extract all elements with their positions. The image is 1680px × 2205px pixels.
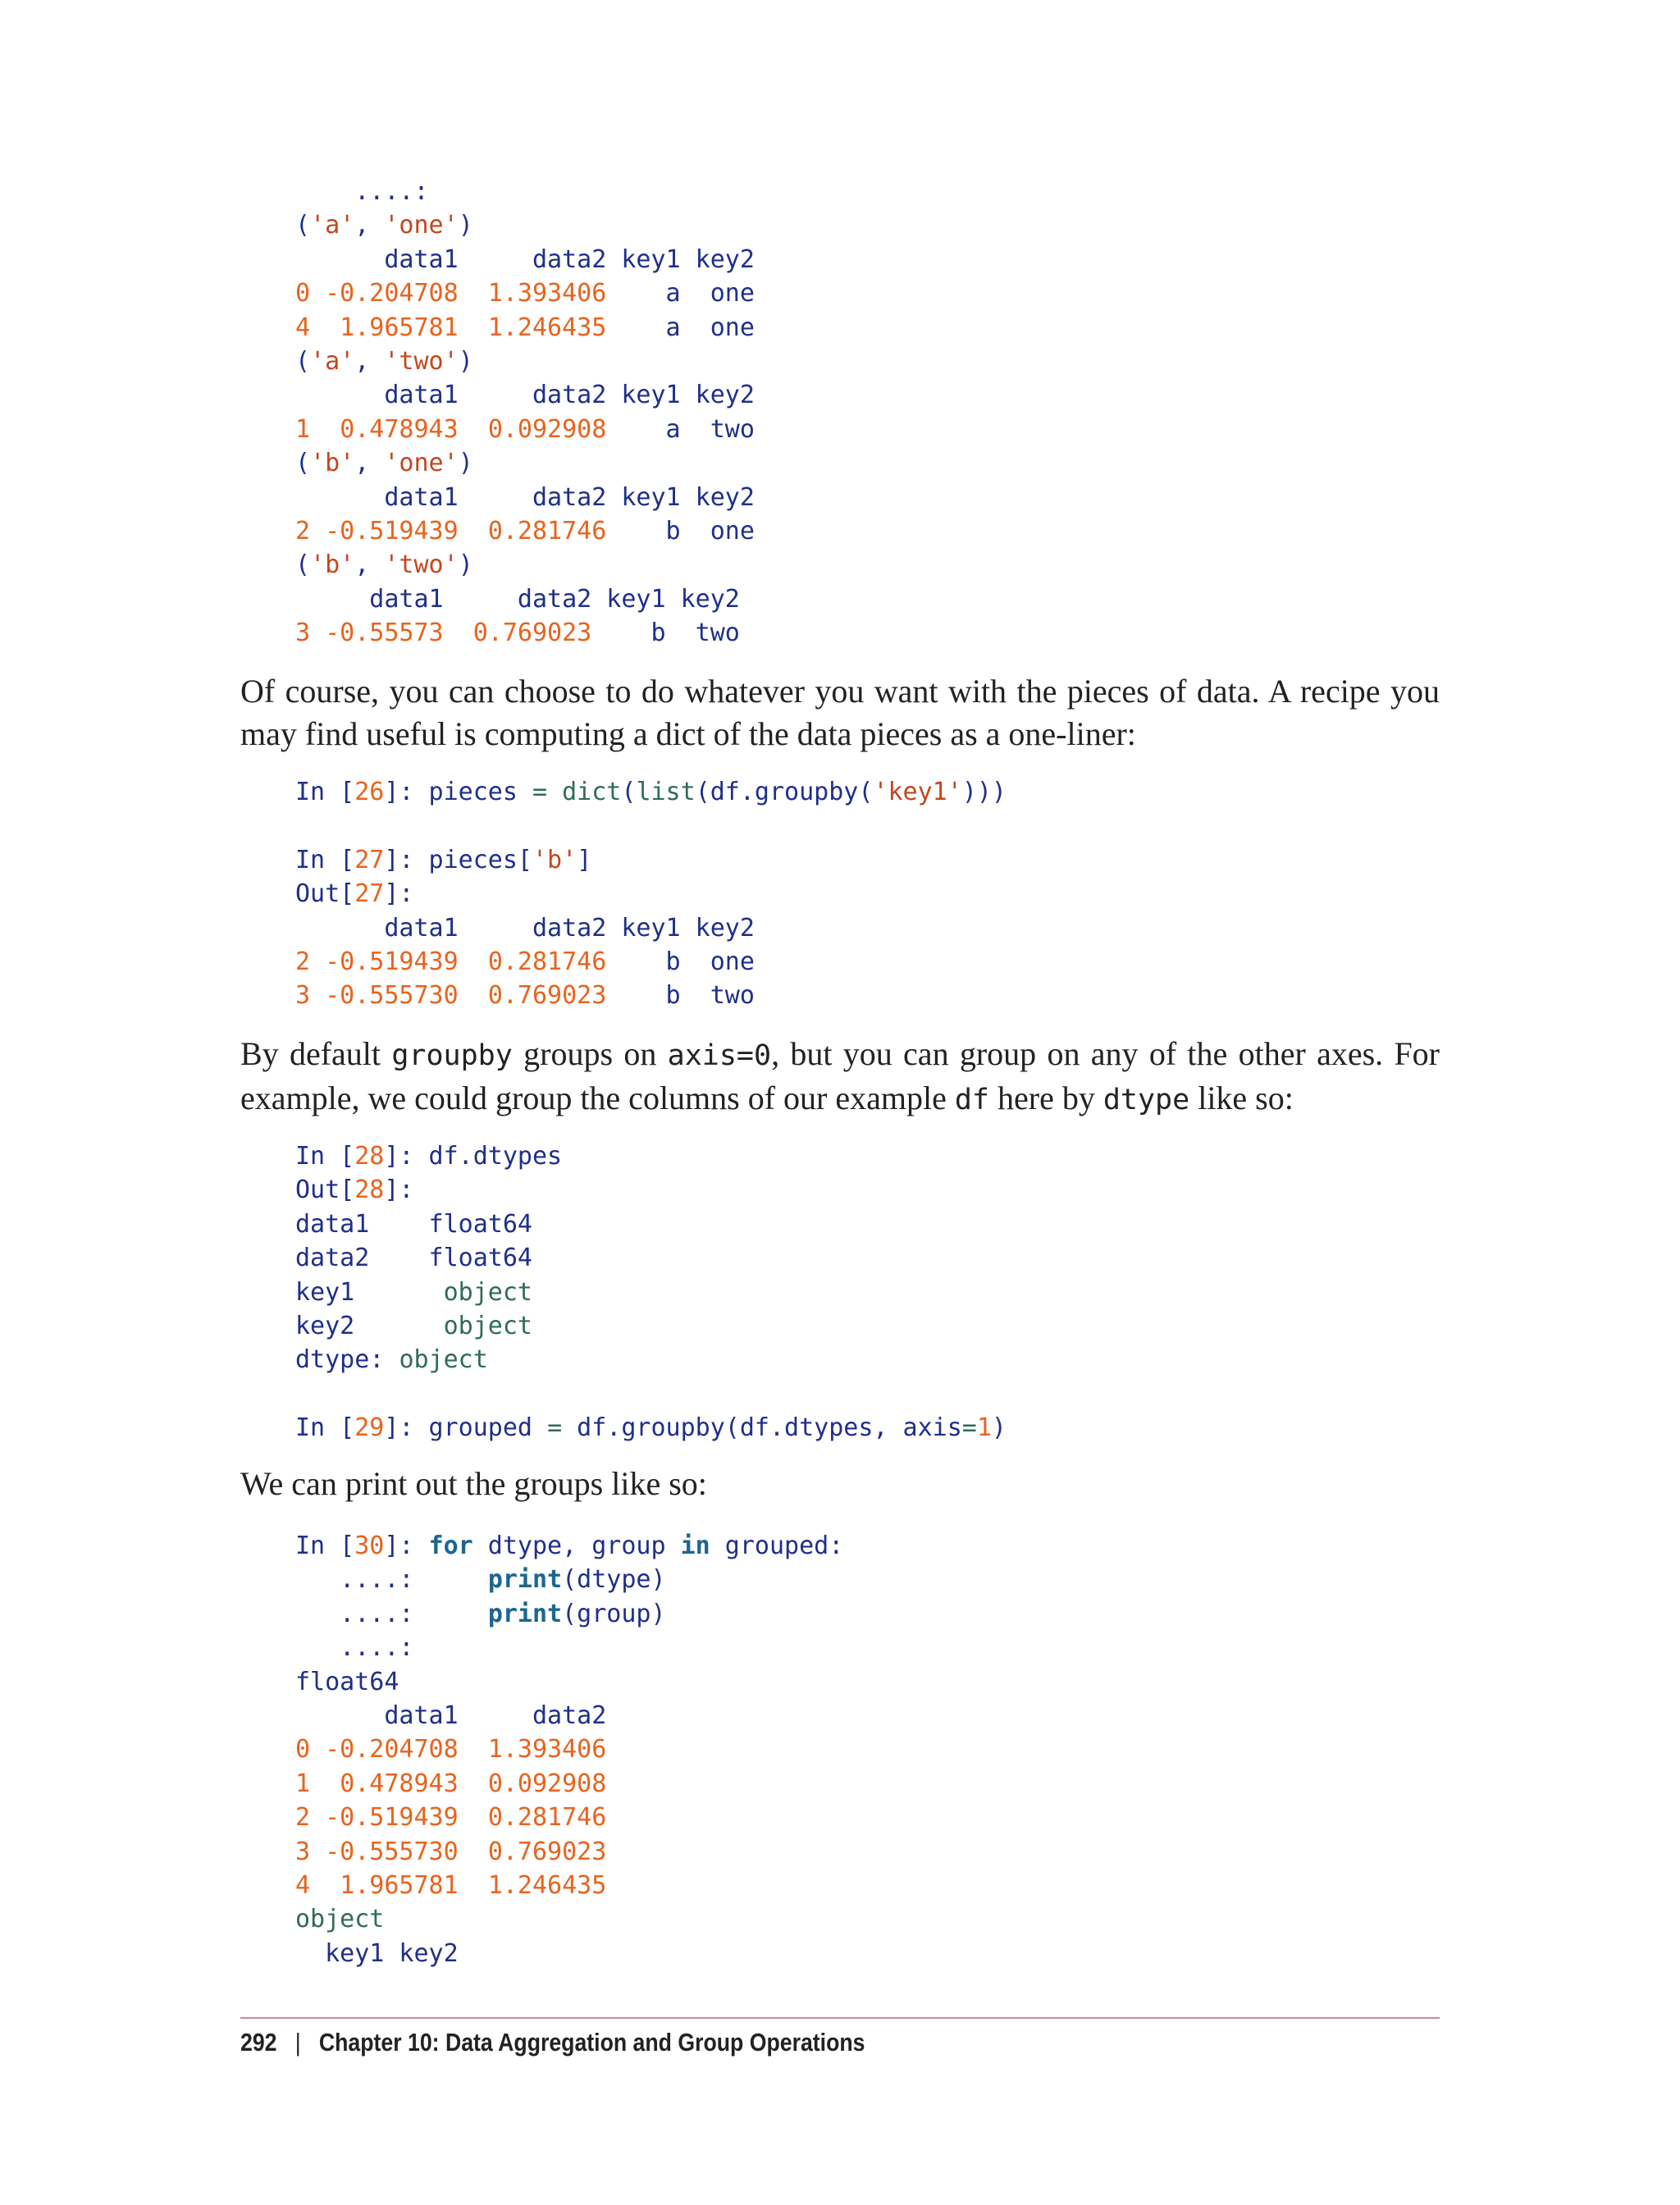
footer-rule [240,2017,1440,2019]
code-line [295,979,1007,1012]
code-token: ]: [384,1176,414,1205]
paragraph-text: here by [989,1080,1103,1116]
code-token: b two [591,619,740,648]
paragraph-groupby-axis [240,1033,1440,1121]
code-token: 'key1' [873,778,962,806]
code-token: 28 [354,1176,385,1205]
footer-separator: | [294,2028,301,2057]
code-token: data1 float64 [295,1209,532,1239]
code-token: 0.281746 [487,1803,607,1833]
code-token [459,313,488,342]
code-token: -0.519439 [325,1803,459,1833]
code-line [295,1173,1007,1207]
code-line [295,1801,843,1834]
code-token: 1.965781 [340,1870,459,1900]
code-token: key1 [295,1277,444,1307]
code-token: object [399,1345,488,1375]
code-line [295,311,755,345]
code-token: 26 [354,778,385,806]
code-line [295,548,755,582]
code-token: = [961,1413,977,1443]
code-token: -0.555730 [325,1837,459,1866]
code-token: , [354,346,385,376]
code-token [459,1803,488,1832]
code-token [310,981,325,1010]
code-token: 1.393406 [487,1735,607,1764]
code-token: dtype: [295,1345,399,1375]
code-token: data1 data2 key1 key2 [295,244,755,274]
code-line [295,413,755,446]
code-line [295,1699,843,1732]
code-token: 1.246435 [487,313,607,342]
code-token: 27 [354,845,385,874]
code-line [295,378,755,412]
code-line [295,945,1007,979]
code-token: 1.393406 [487,279,607,308]
code-token: In [ [295,1532,355,1560]
code-token [547,778,562,806]
code-token: -0.519439 [325,516,459,546]
code-block-group-iteration-output [295,175,755,650]
code-line [295,481,755,514]
code-line [295,1902,843,1936]
code-token: list [636,778,696,806]
code-token: ) [458,346,473,376]
code-line [295,616,755,650]
code-line [295,1732,843,1766]
code-token [310,279,325,308]
code-token: 'two' [384,346,459,376]
code-token: 0.281746 [487,516,607,546]
paragraph-text: groups on [512,1035,668,1072]
code-block-print-groups [295,1529,843,1970]
code-token: ....: [295,1565,488,1595]
code-token: data2 float64 [295,1244,532,1273]
code-token: object [443,1311,532,1340]
code-token: In [ [295,845,355,874]
code-line [295,1869,843,1902]
code-token: key1 key2 [295,1938,459,1968]
code-token: 2 [295,947,311,976]
page-number: 292 [240,2028,277,2057]
code-token: 'b' [310,550,355,580]
code-token: 0.769023 [487,1837,607,1866]
inline-code: df [954,1084,990,1116]
code-token: 1 [295,414,311,444]
code-line [295,175,755,208]
code-token [459,517,488,546]
code-token: 4 [295,1870,311,1900]
code-token: ....: [295,177,429,206]
code-token: ( [295,346,311,376]
code-line [295,1835,843,1869]
code-token: 0.092908 [487,1769,607,1798]
code-token: ] [577,845,592,874]
code-line [295,1767,843,1801]
code-token: 4 [295,313,311,342]
code-token: dict [562,778,622,806]
code-token [459,415,488,444]
code-token: 1.965781 [340,313,459,342]
code-token: print [487,1565,563,1595]
code-token: for [428,1532,473,1560]
code-token: ....: [295,1599,488,1628]
code-line [295,1309,1007,1343]
code-line [295,582,755,616]
code-token: ( [621,778,637,806]
code-token: ]: df.dtypes [384,1142,563,1171]
code-token: a one [606,279,755,308]
code-token: 2 [295,516,311,546]
paragraph-text: By default [240,1035,392,1072]
code-token: ]: pieces [384,778,532,806]
code-token: = [547,1413,563,1443]
paragraph-text: like so: [1189,1080,1294,1116]
code-token: 1.246435 [487,1870,607,1900]
code-token: data1 data2 key1 key2 [295,381,755,410]
code-token: -0.204708 [325,279,459,308]
code-token: 'a' [310,211,355,240]
code-token: 0 [295,279,311,308]
code-token: 'b' [310,449,355,478]
code-token: a one [606,313,755,342]
code-token: In [ [295,1142,355,1171]
code-token: 1 [976,1413,992,1443]
code-token: ) [991,1413,1007,1443]
code-token: ]: [384,879,414,909]
code-token [459,1838,488,1866]
code-token [310,517,325,546]
code-line [295,1377,1007,1411]
code-token: , [354,211,385,240]
code-line [295,1208,1007,1241]
code-token: a two [606,414,755,444]
code-token: grouped: [710,1532,844,1560]
code-token: In [ [295,1413,355,1443]
code-token: 0 [295,1735,311,1764]
code-line [295,1139,1007,1173]
code-token [459,1871,488,1900]
code-token: 'a' [310,346,355,376]
code-token: ( [295,550,311,580]
paragraph-text: , but you can group on any of the other axes. For example, we could group the columns of our example [240,1035,1440,1116]
paragraph-dict-recipe: Of course, you can choose to do whatever you want with the pieces of data. A recipe you may find useful is computing a dict of the data pieces as a one-liner: [240,673,1440,752]
code-token: (dtype) [562,1565,666,1595]
code-token: -0.519439 [325,947,459,976]
inline-code: axis=0 [667,1039,772,1072]
code-line [295,1937,843,1970]
code-token: 0.478943 [340,414,459,444]
code-token: ( [295,449,311,478]
code-token: object [295,1905,385,1934]
code-token: ]: pieces[ [384,845,532,874]
code-line [295,809,1007,842]
code-line [295,514,755,548]
code-token: data1 data2 key1 key2 [295,913,755,943]
code-line [295,446,755,480]
code-token: 0.478943 [340,1769,459,1798]
code-token: (df.groupby( [695,778,874,806]
code-token: 3 [295,1837,311,1866]
code-token: 1 [295,1769,311,1798]
code-token: 3 [295,981,311,1011]
code-token [310,415,340,444]
code-token: , [354,449,385,478]
code-token: 'b' [532,845,578,874]
code-token: (group) [562,1599,666,1628]
code-token: , [354,550,385,580]
code-token [459,981,488,1010]
code-token: 'two' [384,550,459,580]
code-line [295,775,1007,809]
code-token [444,619,473,647]
code-token: = [532,778,548,806]
code-token: b one [606,947,755,976]
code-line [295,1411,1007,1445]
code-token: ))) [961,778,1007,806]
code-block-dict-pieces [295,775,1007,1013]
code-line [295,1529,843,1563]
code-token: ) [458,211,473,240]
code-line [295,1665,843,1699]
code-token: 28 [354,1142,385,1171]
code-token: 27 [354,879,385,909]
page-footer [240,2028,865,2057]
code-line [295,1563,843,1596]
code-token: object [443,1277,532,1307]
code-token [459,1735,488,1764]
code-line [295,345,755,378]
code-token: in [680,1532,710,1560]
code-token: 0.769023 [487,981,607,1011]
code-token [310,313,340,342]
code-token: b one [606,516,755,546]
code-token: data1 data2 key1 key2 [295,584,740,614]
code-line [295,1631,843,1664]
code-line [295,911,1007,945]
code-token: Out[ [295,1176,355,1205]
code-token: 30 [354,1532,385,1560]
code-token: 0.092908 [487,414,607,444]
code-line [295,208,755,242]
code-line [295,1343,1007,1376]
code-token [310,1871,340,1900]
code-token: -0.555730 [325,981,459,1011]
code-token: key2 [295,1311,444,1340]
code-line [295,877,1007,911]
code-token [310,619,325,647]
code-token: -0.204708 [325,1735,459,1764]
code-token [310,1803,325,1832]
code-line [295,1597,843,1631]
code-block-dtypes [295,1139,1007,1445]
code-token [310,1735,325,1764]
code-token: ]: grouped [384,1413,548,1443]
code-token [310,947,325,976]
code-token: In [ [295,778,355,806]
code-token: ) [458,550,473,580]
code-token: 'one' [384,211,459,240]
code-token: 'one' [384,449,459,478]
code-token: df.groupby(df.dtypes, axis [562,1413,962,1443]
inline-code: groupby [391,1039,513,1072]
code-token: ) [458,449,473,478]
code-token: b two [606,981,755,1011]
code-line [295,276,755,310]
paragraph-print-groups: We can print out the groups like so: [240,1465,707,1502]
code-token: 29 [354,1413,385,1443]
chapter-title: Chapter 10: Data Aggregation and Group Operations [318,2028,865,2057]
code-token: -0.55573 [325,619,444,648]
inline-code: dtype [1102,1084,1190,1116]
code-token [459,1769,488,1798]
code-token: ....: [295,1633,414,1663]
code-token: print [487,1599,563,1628]
code-token: ( [295,211,311,240]
code-token: 0.281746 [487,947,607,976]
code-line [295,1276,1007,1309]
code-token [310,1838,325,1866]
code-token: float64 [295,1667,399,1696]
code-token: Out[ [295,879,355,909]
code-token [459,947,488,976]
code-token: 0.769023 [472,619,592,648]
code-token: 3 [295,619,311,648]
code-token: data1 data2 key1 key2 [295,482,755,512]
code-token: 2 [295,1803,311,1833]
code-line [295,1241,1007,1275]
code-token [310,1769,340,1798]
code-line [295,243,755,276]
code-token: data1 data2 [295,1701,607,1730]
code-token [459,279,488,308]
code-token: ]: [384,1532,429,1560]
code-token: dtype, group [472,1532,681,1560]
code-line [295,843,1007,877]
